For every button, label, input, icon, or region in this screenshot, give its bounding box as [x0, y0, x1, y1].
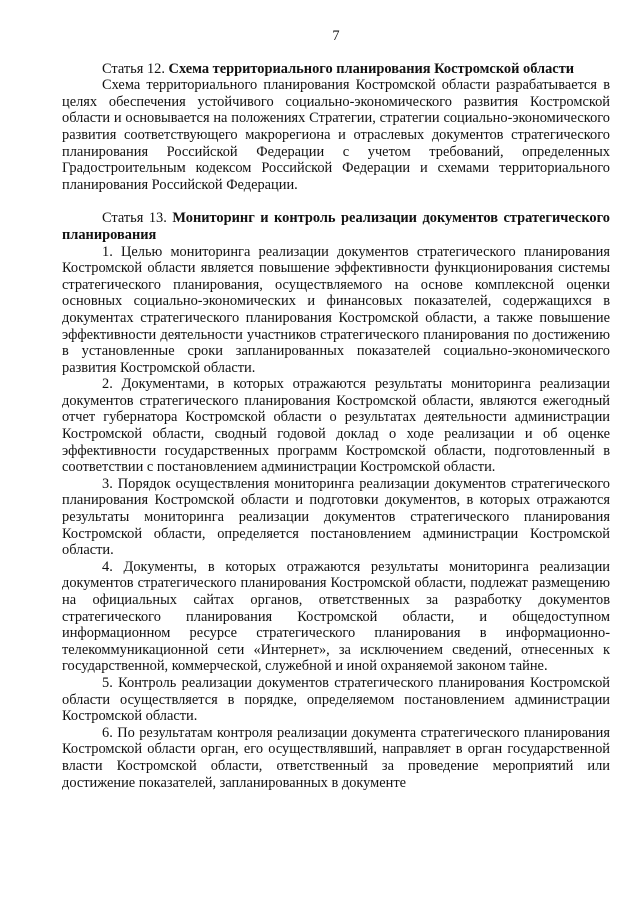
article-13-paragraph: 5. Контроль реализации документов стратегического планирования Костромской области осуществляется в порядке, определяемом постановлением администрации Костромской области.: [62, 674, 610, 725]
article-13-heading: [62, 210, 610, 243]
article-12-heading: [62, 61, 610, 78]
document-page: [62, 28, 610, 791]
article-13-paragraph: 3. Порядок осуществления мониторинга реализации документов стратегического планирования Костромской области и подготовки документов, в которых отражаются результаты мониторинга реализации документов стратегического планирования Костромской области, определяется постановлением администрации Костромской области.: [62, 475, 610, 559]
article-13-paragraph: 2. Документами, в которых отражаются результаты мониторинга реализации документов стратегического планирования Костромской области, являются ежегодный отчет губернатора Костромской области о результатах деятельности администрации Костромской области, сводный годовой доклад о ходе реализации и об оценке эффективности государственных программ Костромской области, подготовленный в соответствии с постановлением администрации Костромской области.: [62, 376, 610, 476]
article-13-paragraph: 1. Целью мониторинга реализации документов стратегического планирования Костромской области является повышение эффективности функционирования системы стратегического планирования, осуществляемого на основе комплексной оценки основных социально-экономических и финансовых показателей, содержащихся в документах стратегического планирования Костромской области, а также повышение эффективности деятельности участников стратегического планирования по достижению в установленные сроки запланированных показателей социально-экономического развития Костромской области.: [62, 243, 610, 376]
article-12-title: Схема территориального планирования Костромской области: [168, 60, 575, 77]
article-12-label: Статья 12.: [102, 60, 169, 77]
article-13-paragraph: 4. Документы, в которых отражаются результаты мониторинга реализации документов стратегического планирования Костромской области, подлежат размещению на официальных сайтах органов, ответственных за разработку документов стратегического планирования Костромской области, и общедоступном информационном ресурсе стратегического планирования в информационно-телекоммуникационной сети «Интернет», за исключением сведений, отнесенных к государственной, коммерческой, служебной и иной охраняемой законом тайне.: [62, 558, 610, 675]
article-13-paragraph: 6. По результатам контроля реализации документа стратегического планирования Костромской области орган, его осуществлявший, направляет в орган государственной власти Костромской области, ответственный за проведение мероприятий или достижение показателей, запланированных в документе: [62, 724, 610, 791]
article-13-label: Статья 13.: [102, 210, 173, 227]
section-gap: [62, 193, 610, 210]
page-number: 7: [332, 28, 340, 44]
article-13-title: Мониторинг и контроль реализации документов стратегического планирования: [62, 210, 610, 243]
article-12-text: Схема территориального планирования Костромской области разрабатывается в целях обеспечения устойчивого социально-экономического развития Костромской области и основывается на положениях Стратегии, стратегии социально-экономического развития соответствующего макрорегиона и отраслевых документов стратегического планирования Российской Федерации с учетом требований, определенных Градостроительным кодексом Российской Федерации и схемами территориального планирования Российской Федерации.: [62, 77, 610, 193]
